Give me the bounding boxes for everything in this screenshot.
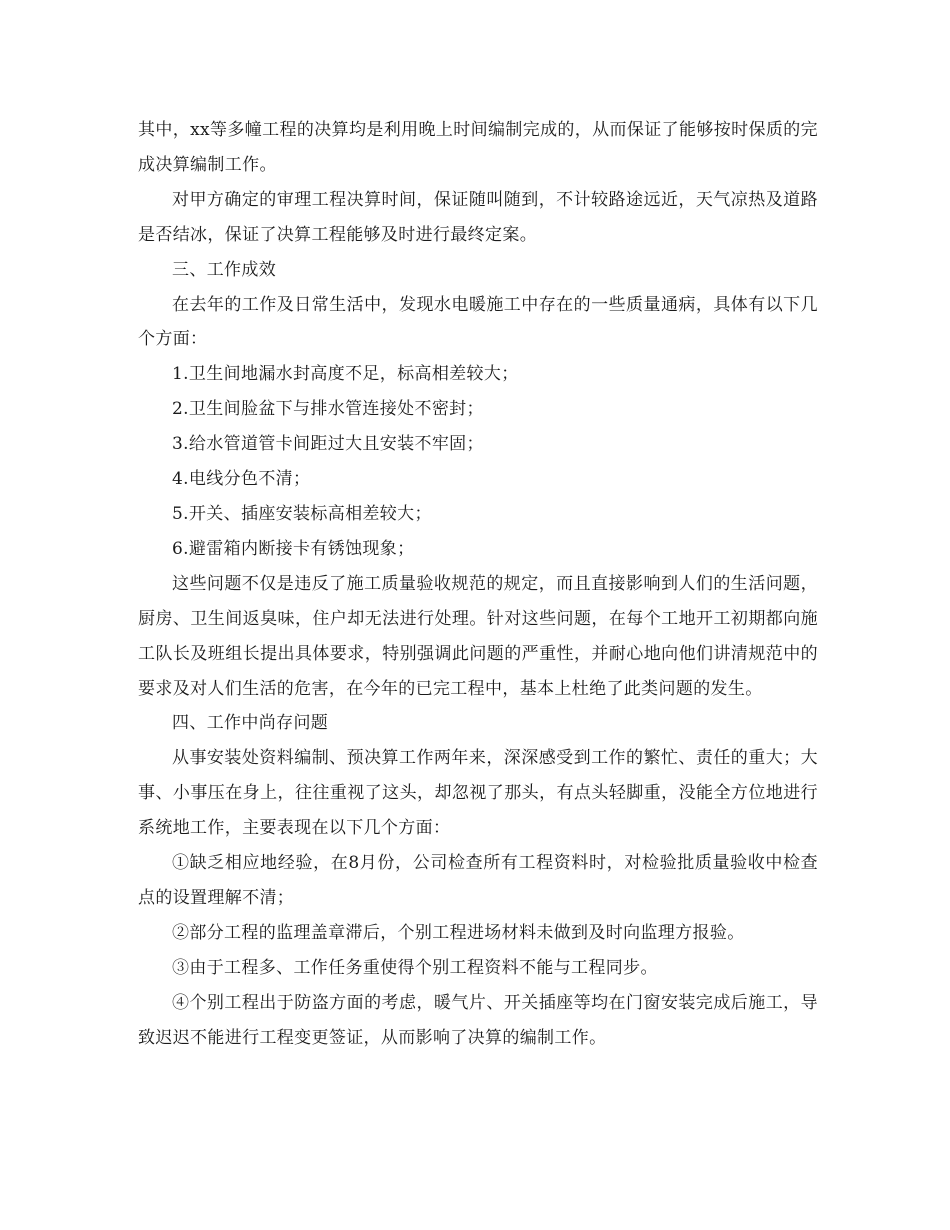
section-heading-results: 三、工作成效 (172, 259, 277, 280)
paragraph-settlement-timing: 对甲方确定的审理工程决算时间，保证随叫随到，不计较路途远近，天气凉热及道路是否结冰，保证了决算工程能够及时进行最终定案。 (138, 189, 818, 245)
paragraph-problems-intro: 从事安装处资料编制、预决算工作两年来，深深感受到工作的繁忙、责任的重大；大事、小事压在身上，往往重视了这头，却忽视了那头，有点头轻脚重，没能全方位地进行系统地工作，主要表现在以下几个方面： (138, 748, 818, 839)
problem-item-2: ②部分工程的监理盖章滞后，个别工程进场材料未做到及时向监理方报验。 (172, 922, 745, 943)
problem-item-1: ①缺乏相应地经验，在8月份，公司检查所有工程资料时，对检验批质量验收中检查点的设置理解不清； (138, 853, 818, 908)
problem-item-3: ③由于工程多、工作任务重使得个别工程资料不能与工程同步。 (172, 957, 658, 978)
document-page (138, 113, 818, 1055)
problem-item-4: ④个别工程出于防盗方面的考虑，暖气片、开关插座等均在门窗安装完成后施工，导致迟迟不能进行工程变更签证，从而影响了决算的编制工作。 (138, 992, 818, 1048)
list-item-1: 1.卫生间地漏水封高度不足，标高相差较大； (172, 364, 519, 385)
list-item-5: 5.开关、插座安装标高相差较大； (172, 503, 432, 524)
paragraph-issue-handling: 这些问题不仅是违反了施工质量验收规范的规定，而且直接影响到人们的生活问题，厨房、卫生间返臭味，住户却无法进行处理。针对这些问题，在每个工地开工初期都向施工队长及班组长提出具体要求，特别强调此问题的严重性，并耐心地向他们讲清规范中的要求及对人们生活的危害，在今年的已完工程中，基本上杜绝了此类问题的发生。 (138, 573, 818, 699)
list-item-4: 4.电线分色不清； (172, 469, 311, 490)
paragraph-quality-issues-intro: 在去年的工作及日常生活中，发现水电暖施工中存在的一些质量通病，具体有以下几个方面： (138, 294, 818, 350)
section-heading-remaining-problems: 四、工作中尚存问题 (172, 713, 329, 734)
list-item-6: 6.避雷箱内断接卡有锈蚀现象； (172, 538, 415, 559)
list-item-3: 3.给水管道管卡间距过大且安装不牢固； (172, 434, 484, 455)
list-item-2: 2.卫生间脸盆下与排水管连接处不密封； (172, 399, 484, 420)
paragraph-continuation: 其中，xx等多幢工程的决算均是利用晚上时间编制完成的，从而保证了能够按时保质的完成决算编制工作。 (138, 120, 818, 175)
